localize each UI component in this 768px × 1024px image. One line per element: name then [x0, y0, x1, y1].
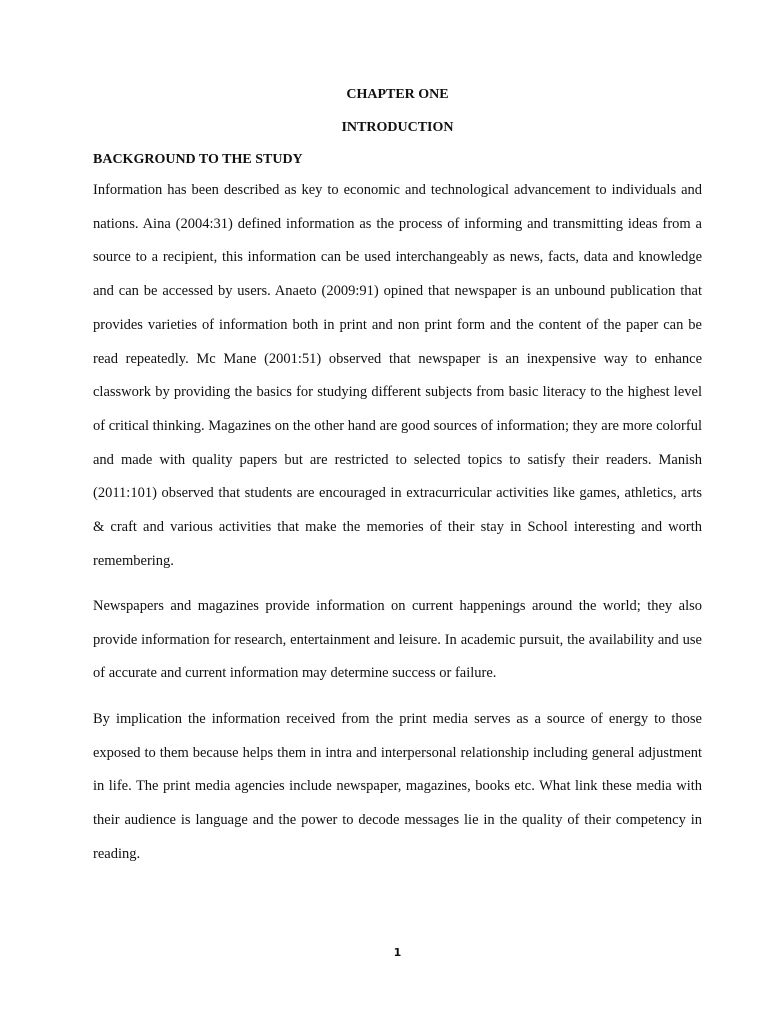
paragraph-3: By implication the information received from the print media serves as a source of energy to those exposed to them because helps them in intra and interpersonal relationship including general adjustment in life. The print media agencies include newspaper, magazines, books etc. What link these media with their audience is language and the power to decode messages lie in the quality of their competency in reading. [93, 711, 702, 862]
page-number: 1 [393, 946, 402, 959]
paragraph-1: Information has been described as key to economic and technological advancement to individuals and nations. Aina (2004:31) defined information as the process of informing and transmitting ideas from a source to a recipient, this information can be used interchangeably as news, facts, data and knowledge and can be accessed by users. Anaeto (2009:91) opined that newspaper is an unbound publication that provides varieties of information both in print and non print form and the content of the paper can be read repeatedly. Mc Mane (2001:51) observed that newspaper is an inexpensive way to enhance classwork by providing the basics for studying different subjects from basic literacy to the highest level of critical thinking. Magazines on the other hand are good sources of information; they are more colorful and made with quality papers but are restricted to selected topics to satisfy their readers. Manish (2011:101) observed that students are encouraged in extracurricular activities like games, athletics, arts & craft and various activities that make the memories of their stay in School interesting and worth remembering. [93, 182, 702, 569]
paragraph-2: Newspapers and magazines provide information on current happenings around the world; they also provide information for research, entertainment and leisure. In academic pursuit, the availability and use of accurate and current information may determine success or failure. [93, 598, 702, 682]
background-subheading: BACKGROUND TO THE STUDY [93, 152, 303, 167]
section-title: INTRODUCTION [341, 120, 454, 135]
chapter-title: CHAPTER ONE [346, 87, 449, 102]
